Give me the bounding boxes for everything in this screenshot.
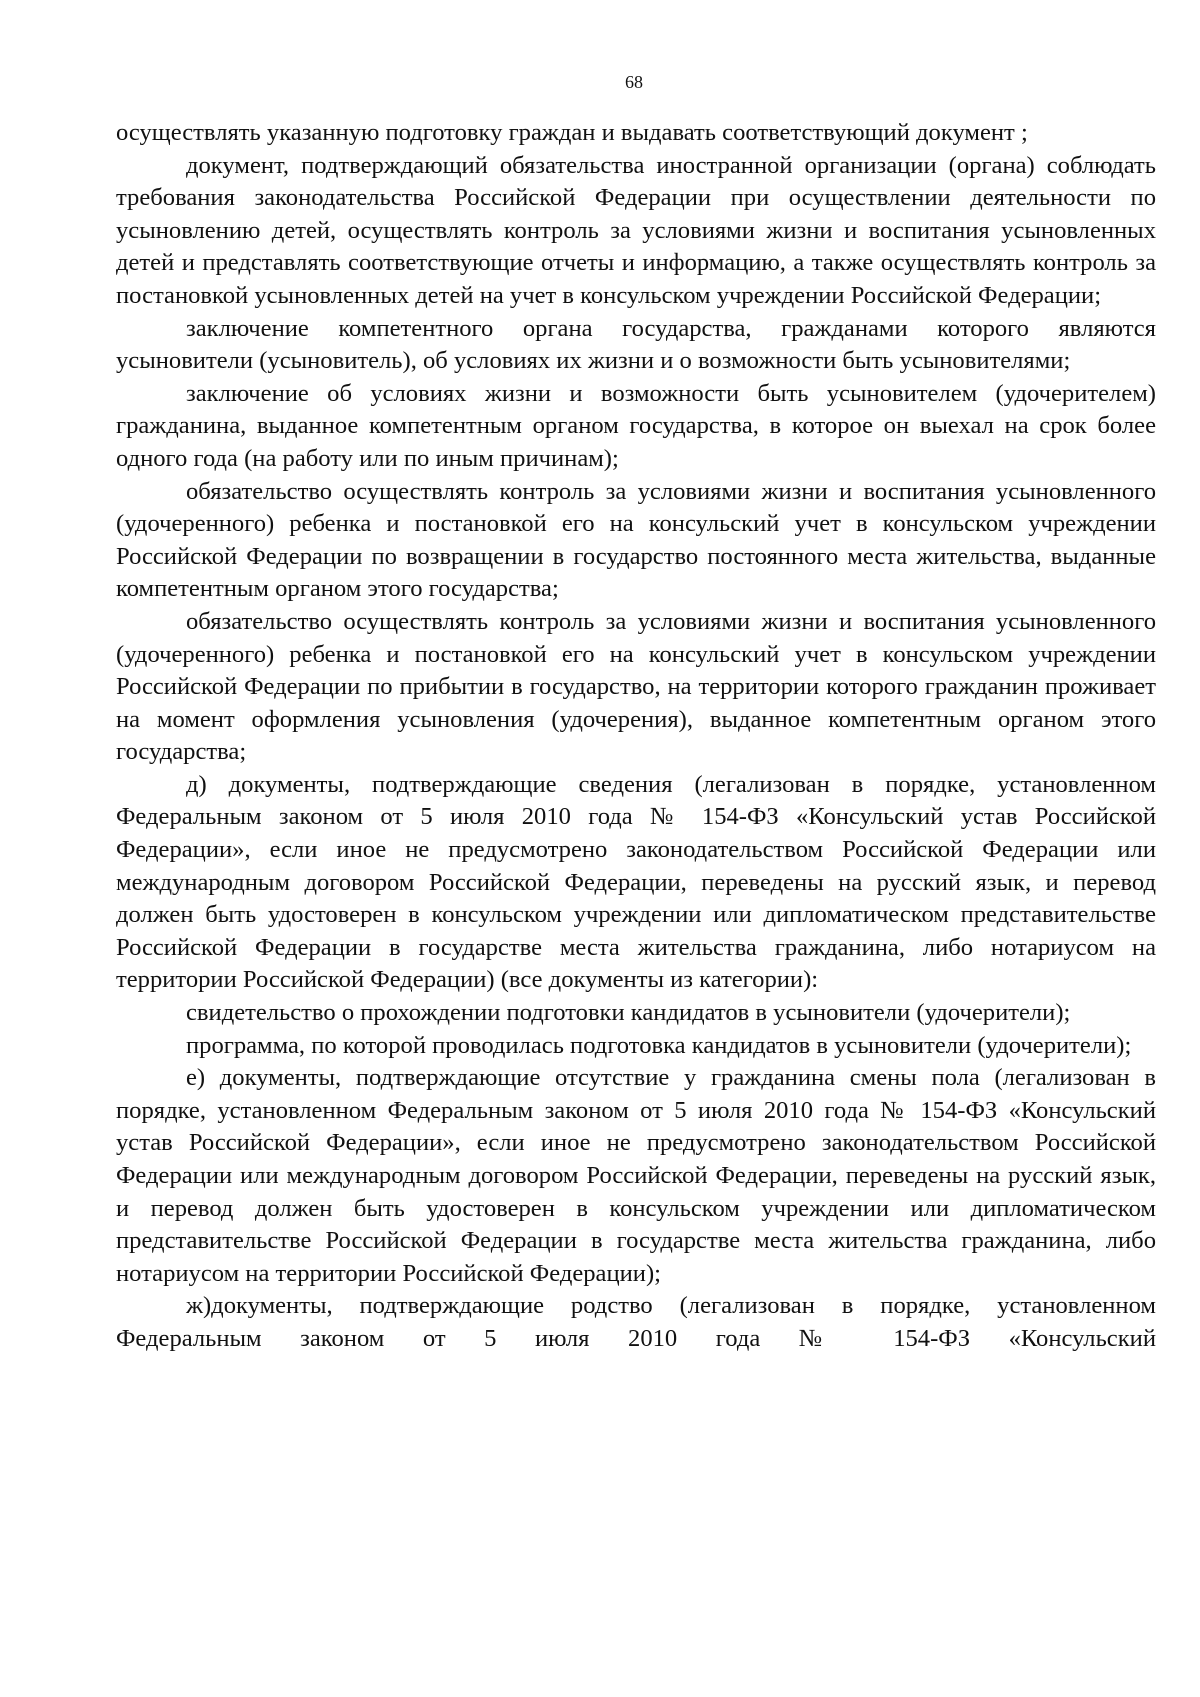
document-body — [116, 117, 1156, 1356]
page-number: 68 — [625, 72, 643, 92]
paragraph-obligation-return: обязательство осуществлять контроль за условиями жизни и воспитания усыновленного (удочеренного) ребенка и постановкой его на консульский учет в консульском учреждении Российской Федерации по возвращении в государство постоянного места жительства, выданные компетентным органом этого государства; — [116, 477, 1156, 603]
paragraph-living-conditions-conclusion: заключение об условиях жизни и возможности быть усыновителем (удочерителем) гражданина, выданное компетентным органом государства, в которое он выехал на срок более одного года (на работу или по иным причинам); — [116, 379, 1156, 472]
paragraph-continuation: осуществлять указанную подготовку граждан и выдавать соответствующий документ ; — [116, 119, 1028, 146]
paragraph-training-certificate: свидетельство о прохождении подготовки кандидатов в усыновители (удочерители); — [186, 999, 1071, 1027]
paragraph-item-d: д) документы, подтверждающие сведения (легализован в порядке, установленном Федеральным законом от 5 июля 2010 года № 154-ФЗ «Консульский устав Российской Федерации», если иное не предусмотрено законодательством Российской Федерации или международным договором Российской Федерации, переведены на русский язык, и перевод должен быть удостоверен в консульском учреждении или дипломатическом представительстве Российской Федерации в государстве места жительства гражданина, либо нотариусом на территории Российской Федерации) (все документы из категории): — [116, 770, 1156, 994]
paragraph-foreign-organization-obligation: документ, подтверждающий обязательства иностранной организации (органа) соблюдать требования законодательства Российской Федерации при осуществлении деятельности по усыновлению детей, осуществлять контроль за условиями жизни и воспитания усыновленных детей и представлять соответствующие отчеты и информацию, а также осуществлять контроль за постановкой усыновленных детей на учет в консульском учреждении Российской Федерации; — [116, 151, 1156, 309]
paragraph-obligation-arrival: обязательство осуществлять контроль за условиями жизни и воспитания усыновленного (удочеренного) ребенка и постановкой его на консульский учет в консульском учреждении Российской Федерации по прибытии в государство, на территории которого гражданин проживает на момент оформления усыновления (удочерения), выданное компетентным органом этого государства; — [116, 607, 1156, 766]
paragraph-item-e: е) документы, подтверждающие отсутствие у гражданина смены пола (легализован в порядке, установленном Федеральным законом от 5 июля 2010 года № 154-ФЗ «Консульский устав Российской Федерации», если иное не предусмотрено законодательством Российской Федерации или международным договором Российской Федерации, переведены на русский язык, и перевод должен быть удостоверен в консульском учреждении или дипломатическом представительстве Российской Федерации в государстве места жительства гражданина, либо нотариусом на территории Российской Федерации); — [116, 1064, 1156, 1287]
paragraph-item-zh: ж)документы, подтверждающие родство (легализован в порядке, установленном Федеральным законом от 5 июля 2010 года № 154-ФЗ «Консульский — [116, 1292, 1156, 1352]
paragraph-training-program: программа, по которой проводилась подготовка кандидатов в усыновители (удочерители); — [186, 1031, 1132, 1059]
paragraph-competent-authority-conclusion: заключение компетентного органа государства, гражданами которого являются усыновители (усыновитель), об условиях их жизни и о возможности быть усыновителями; — [116, 314, 1156, 375]
